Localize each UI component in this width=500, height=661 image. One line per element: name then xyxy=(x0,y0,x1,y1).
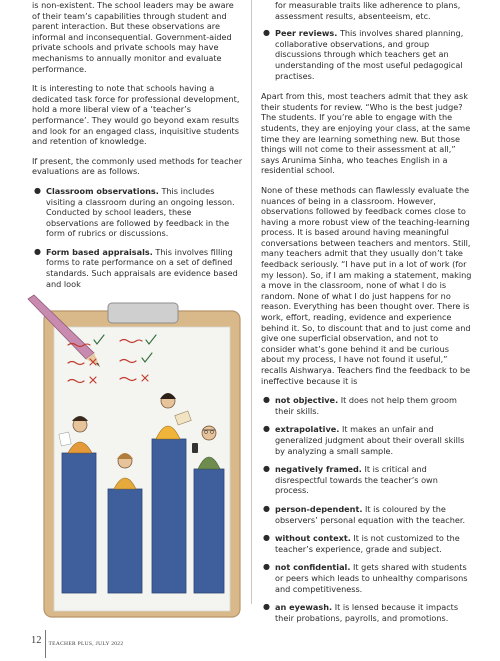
bullet-icon: ● xyxy=(263,602,270,612)
list-item: ● Form based appraisals. This involves filling forms to rate performance on a set of defined standards. Such appraisals are evidence based and look xyxy=(34,246,238,289)
list-item: ● an eyewash. It is lensed because it impacts their probations, payrolls, and promotions. xyxy=(263,602,459,623)
bar xyxy=(62,453,96,593)
bullet-icon: ● xyxy=(34,185,41,195)
peer-list xyxy=(261,28,473,81)
list-item: ● extrapolative. It makes an unfair and generalized judgment about their overall skills by analyzing a small sample. xyxy=(263,424,465,456)
page-footer xyxy=(31,630,123,658)
bullet-icon: ● xyxy=(263,533,270,543)
bullet-icon: ● xyxy=(263,28,270,38)
list-item: ● Peer reviews. This involves shared planning, collaborative observations, and group discussions through which teachers get an understanding of the most useful pedagogical practises. xyxy=(263,28,464,81)
list-item: ● negatively framed. It is critical and disrespectful towards the teacher’s own process. xyxy=(263,464,438,496)
bar xyxy=(152,439,186,593)
list-item: ● Classroom observations. This includes visiting a classroom during an ongoing lesson. Conducted by school leaders, these observations are followed by feedback in the form of rubrics or discussions. xyxy=(34,185,235,239)
teacher-evaluation-illustration xyxy=(24,293,248,625)
column-divider xyxy=(251,0,252,604)
page-number: 12 xyxy=(31,635,42,646)
paragraph: None of these methods can flawlessly evaluate the nuances of being in a classroom. However, observations followed by feedback comes close to having a more robust view of the teaching-learning process. It is based around having meaningful conversations between teachers and mentors. Still, many teachers admit that they usually don’t take feedback seriously. “I have put in a lot of work (for my lesson). So, if I am making a statement, making a move in the classroom, none of what I do is random. None of what I do just happens for no reason. Everything has been thought over. There is work, effort, reading, evidence and experience behind it. So, to discount that and to just come and give one superficial observation, and not to consider what’s gone behind it and be curious about my process, I have not found it useful,” recalls Aishwarya. Teachers find the feedback to be ineffective because it is xyxy=(261,184,472,386)
list-continuation: for measurable traits like adherence to plans, assessment results, absenteeism, etc. xyxy=(275,0,461,21)
footer-rule xyxy=(45,630,46,658)
magazine-issue: TEACHER PLUS, JULY 2022 xyxy=(48,641,124,647)
bullet-icon: ● xyxy=(34,246,41,256)
bullet-icon: ● xyxy=(263,562,270,572)
left-column xyxy=(32,0,244,297)
list-item: ● person-dependent. It is coloured by the observers’ personal equation with the teacher. xyxy=(263,503,466,525)
feedback-reasons-list xyxy=(261,395,473,623)
list-item: ● without context. It is not customized to the teacher’s experience, grade and subject. xyxy=(263,533,460,554)
bar xyxy=(194,469,224,593)
bullet-icon: ● xyxy=(263,395,270,405)
bullet-icon: ● xyxy=(263,503,270,513)
bar xyxy=(108,489,142,593)
list-item: ● not objective. It does not help them groom their skills. xyxy=(263,395,457,416)
right-column xyxy=(261,0,473,631)
paragraph: is non-existent. The school leaders may be aware of their team’s capabilities through student and parent interaction. But these observations are informal and inconsequential. Government-aided private schools and private schools may have mechanisms to annually monitor and evaluate performance. xyxy=(32,0,234,74)
bullet-icon: ● xyxy=(263,464,270,474)
bullet-icon: ● xyxy=(263,424,270,434)
clipboard-clip xyxy=(108,303,178,323)
methods-list xyxy=(32,186,244,289)
paragraph: It is interesting to note that schools having a dedicated task force for professional development, hold a more liberal view of a ‘teacher’s performance’. They would go beyond exam results and look for an engaged class, inquisitive students and retention of knowledge. xyxy=(32,83,240,147)
paragraph: If present, the commonly used methods for teacher evaluations are as follows. xyxy=(32,155,243,177)
paragraph: Apart from this, most teachers admit that they ask their students for review. “Who is the best judge? The students. If you’re able to engage with the students, they are enjoying your class, at the same time they are learning something new. But those things will not come to their assessment at all,” says Arunima Sinha, who teaches English in a residential school. xyxy=(261,91,471,176)
list-item: ● not confidential. It gets shared with students or peers which leads to unhealthy comparisons and competitiveness. xyxy=(263,562,468,594)
